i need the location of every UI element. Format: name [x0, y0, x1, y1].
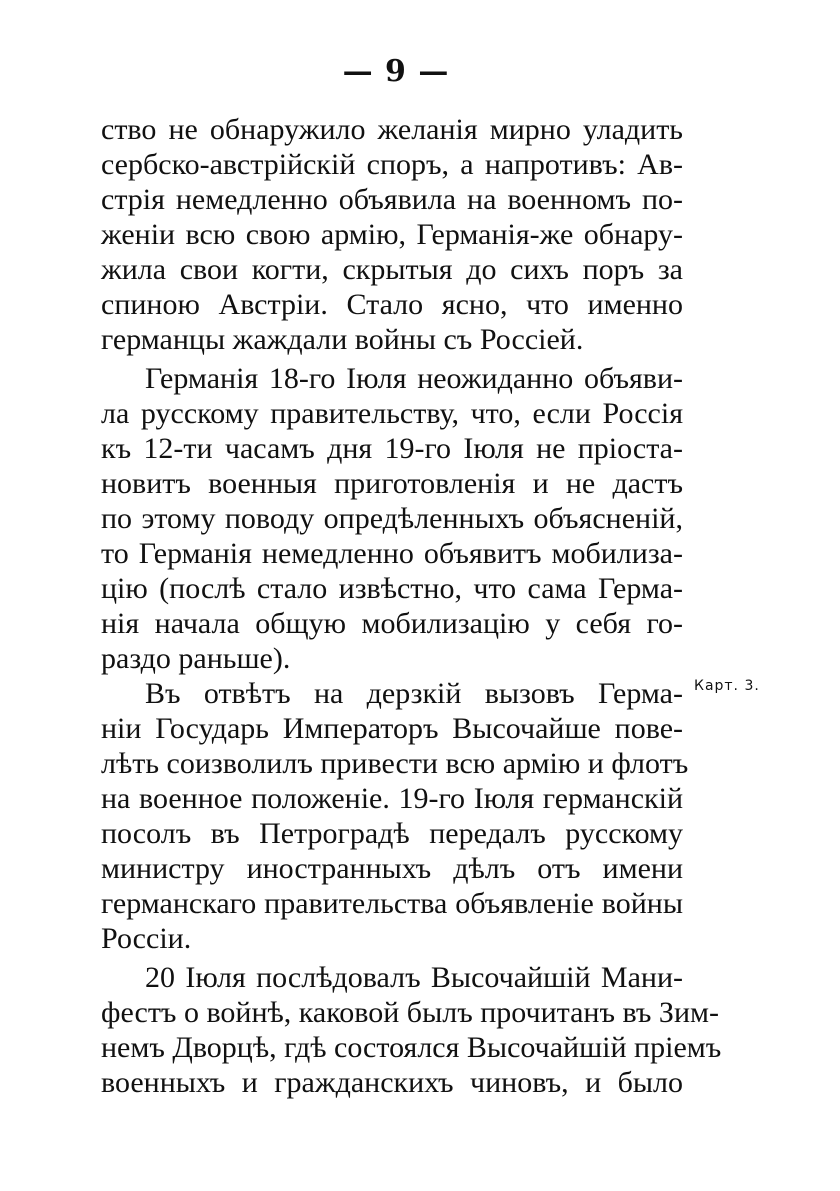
text-line: сербско-австрійскій споръ, а напротивъ: Ав- [101, 148, 683, 181]
text-line: женіи всю свою армію, Германія-же обнару- [101, 218, 683, 251]
text-line: ство не обнаружило желанія мирно уладить [101, 113, 683, 146]
paragraph-first-line: 20 Іюля послѣдовалъ Высочайшій Мани- [145, 961, 683, 994]
text-line: германцы жаждали войны съ Россіей. [101, 323, 584, 356]
text-line: спиною Австріи. Стало ясно, что именно [101, 288, 683, 321]
text-line: ла русскому правительству, что, если Россія [101, 397, 683, 430]
text-line: стрія немедленно объявила на военномъ по- [101, 183, 683, 216]
text-line: немъ Дворцѣ, гдѣ состоялся Высочайшій пріемъ [101, 1031, 722, 1064]
text-line: Россіи. [101, 922, 192, 955]
text-line: посолъ въ Петроградѣ передалъ русскому [101, 817, 683, 850]
paragraph-first-line: Германія 18-го Іюля неожиданно объяви- [145, 362, 683, 395]
text-line: цію (послѣ стало извѣстно, что сама Герма- [101, 572, 683, 605]
text-line: по этому поводу опредѣленныхъ объясненій, [101, 502, 683, 535]
text-line: министру иностранныхъ дѣлъ отъ имени [101, 852, 683, 885]
text-line: новитъ военныя приготовленія и не дастъ [101, 467, 683, 500]
text-line: жила свои когти, скрытыя до сихъ поръ за [101, 253, 683, 286]
text-line: раздо раньше). [101, 642, 291, 675]
text-line: нія начала общую мобилизацію у себя го- [101, 607, 683, 640]
paragraph-first-line: Въ отвѣтъ на дерзкій вызовъ Герма- [145, 677, 683, 710]
text-line: на военное положеніе. 19-го Іюля германскій [101, 782, 683, 815]
margin-note-map: Карт. 3. [694, 678, 760, 694]
text-line: лѣть соизволилъ привести всю армію и флотъ [101, 747, 689, 780]
text-line: фестъ о войнѣ, каковой былъ прочитанъ въ Зим- [101, 996, 719, 1029]
text-line: германскаго правительства объявленіе войны [101, 887, 683, 920]
page-number: — 9 — [342, 54, 450, 89]
text-line: военныхъ и гражданскихъ чиновъ, и было [101, 1066, 683, 1099]
text-line: то Германія немедленно объявитъ мобилиза- [101, 537, 683, 570]
text-line: къ 12-ти часамъ дня 19-го Іюля не пріоста- [101, 432, 683, 465]
text-line: ніи Государь Императоръ Высочайше пове- [101, 712, 683, 745]
